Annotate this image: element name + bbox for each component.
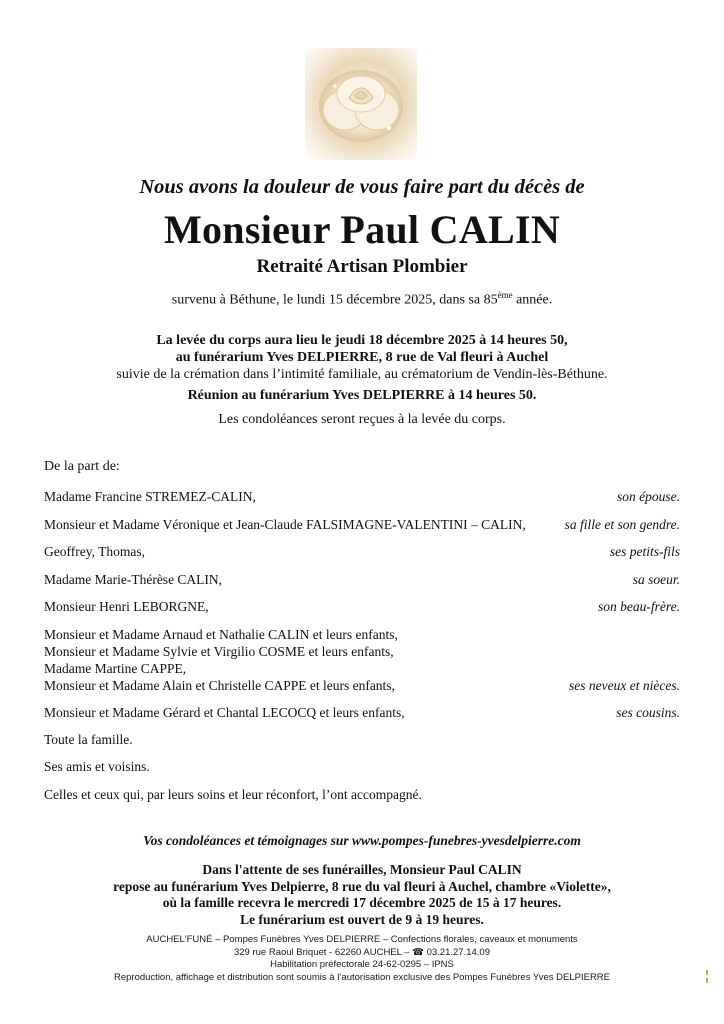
rose-icon (305, 48, 417, 160)
family-names: Monsieur et Madame Arnaud et Nathalie CALIN et leurs enfants, (44, 627, 398, 642)
family-names: Monsieur et Madame Véronique et Jean-Claude FALSIMAGNE-VALENTINI – CALIN, (44, 517, 526, 532)
family-names: Madame Francine STREMEZ-CALIN, (44, 489, 256, 504)
repose-info (0, 862, 724, 928)
death-details-text: survenu à Béthune, le lundi 15 décembre 2025, dans sa 85 (171, 292, 498, 308)
deceased-name: Monsieur Paul CALIN (163, 207, 561, 252)
family-names: Geoffrey, Thomas, (44, 544, 145, 559)
family-names: Monsieur Henri LEBORGNE, (44, 599, 209, 614)
death-details (0, 290, 724, 309)
family-names: Madame Marie-Thérèse CALIN, (44, 572, 223, 587)
footer-line-2: 329 rue Raoul Briquet - 62260 AUCHEL – ☎ 03.21.27.14.09 (233, 946, 490, 958)
family-row (44, 758, 680, 775)
family-row (44, 543, 680, 560)
family-row (44, 598, 680, 615)
family-relation: ses neveux et nièces. (569, 678, 680, 693)
repose-line-3: où la famille recevra le mercredi 17 décembre 2025 de 15 à 17 heures. (162, 895, 562, 910)
footer-line-1: AUCHEL'FUNÉ – Pompes Funèbres Yves DELPIERRE – Confections florales, caveaux et monuments (146, 934, 578, 945)
family-relation: ses cousins. (616, 705, 680, 720)
footer-line-4: Reproduction, affichage et distribution sont soumis à l’autorisation exclusive des Pompes Funèbres Yves DELPIERRE (113, 971, 611, 983)
ceremony-details (0, 332, 724, 383)
repose-line-1: Dans l'attente de ses funérailles, Monsieur Paul CALIN (202, 862, 522, 877)
footer (0, 934, 724, 984)
family-row (44, 786, 680, 803)
announcement-intro: Nous avons la douleur de vous faire part du décès de (139, 176, 585, 198)
ordinal-suffix: ème (497, 290, 513, 300)
family-names: Toute la famille. (44, 732, 133, 747)
repose-line-4: Le funérarium est ouvert de 9 à 19 heures. (240, 911, 484, 927)
family-row (44, 516, 680, 533)
website-line: Vos condoléances et témoignages sur www.pompes-funebres-yvesdelpierre.com (143, 833, 581, 848)
ceremony-line-3: suivie de la crémation dans l’intimité familiale, au crématorium de Vendin-lès-Béthune. (116, 367, 608, 382)
family-relation: sa fille et son gendre. (564, 517, 680, 532)
ceremony-line-2: au funérarium Yves DELPIERRE, 8 rue de Val fleuri à Auchel (175, 350, 549, 365)
rose-image (305, 48, 417, 160)
family-label: De la part de: (44, 459, 120, 474)
family-names: Monsieur et Madame Alain et Christelle CAPPE et leurs enfants, (44, 678, 395, 693)
family-relation: son épouse. (617, 489, 680, 504)
family-names: Madame Martine CAPPE, (44, 661, 187, 676)
family-row (44, 571, 680, 588)
scan-mark-icon (705, 970, 709, 984)
deceased-profession: Retraité Artisan Plombier (256, 256, 468, 277)
ceremony-line-1: La levée du corps aura lieu le jeudi 18 décembre 2025 à 14 heures 50, (156, 333, 568, 348)
family-row (44, 731, 680, 748)
meeting-info: Réunion au funérarium Yves DELPIERRE à 14 heures 50. (187, 388, 537, 403)
family-relation: ses petits-fils (609, 544, 680, 559)
family-row (44, 704, 680, 721)
repose-line-2: repose au funérarium Yves Delpierre, 8 rue du val fleuri à Auchel, chambre «Violette», (113, 878, 611, 894)
footer-line-3: Habilitation préfectorale 24-62-0295 – IPNS (270, 959, 454, 970)
family-names: Monsieur et Madame Sylvie et Virgilio COSME et leurs enfants, (44, 644, 394, 659)
death-details-end: année. (512, 292, 553, 308)
family-relation: son beau-frère. (598, 599, 680, 614)
family-names: Celles et ceux qui, par leurs soins et leur réconfort, l’ont accompagné. (44, 787, 422, 802)
family-relation: sa soeur. (632, 572, 680, 587)
family-names: Monsieur et Madame Gérard et Chantal LECOCQ et leurs enfants, (44, 705, 405, 720)
family-row (44, 626, 680, 694)
family-names: Ses amis et voisins. (44, 759, 150, 774)
family-row (44, 488, 680, 505)
condolences-note: Les condoléances seront reçues à la levée du corps. (218, 412, 506, 427)
